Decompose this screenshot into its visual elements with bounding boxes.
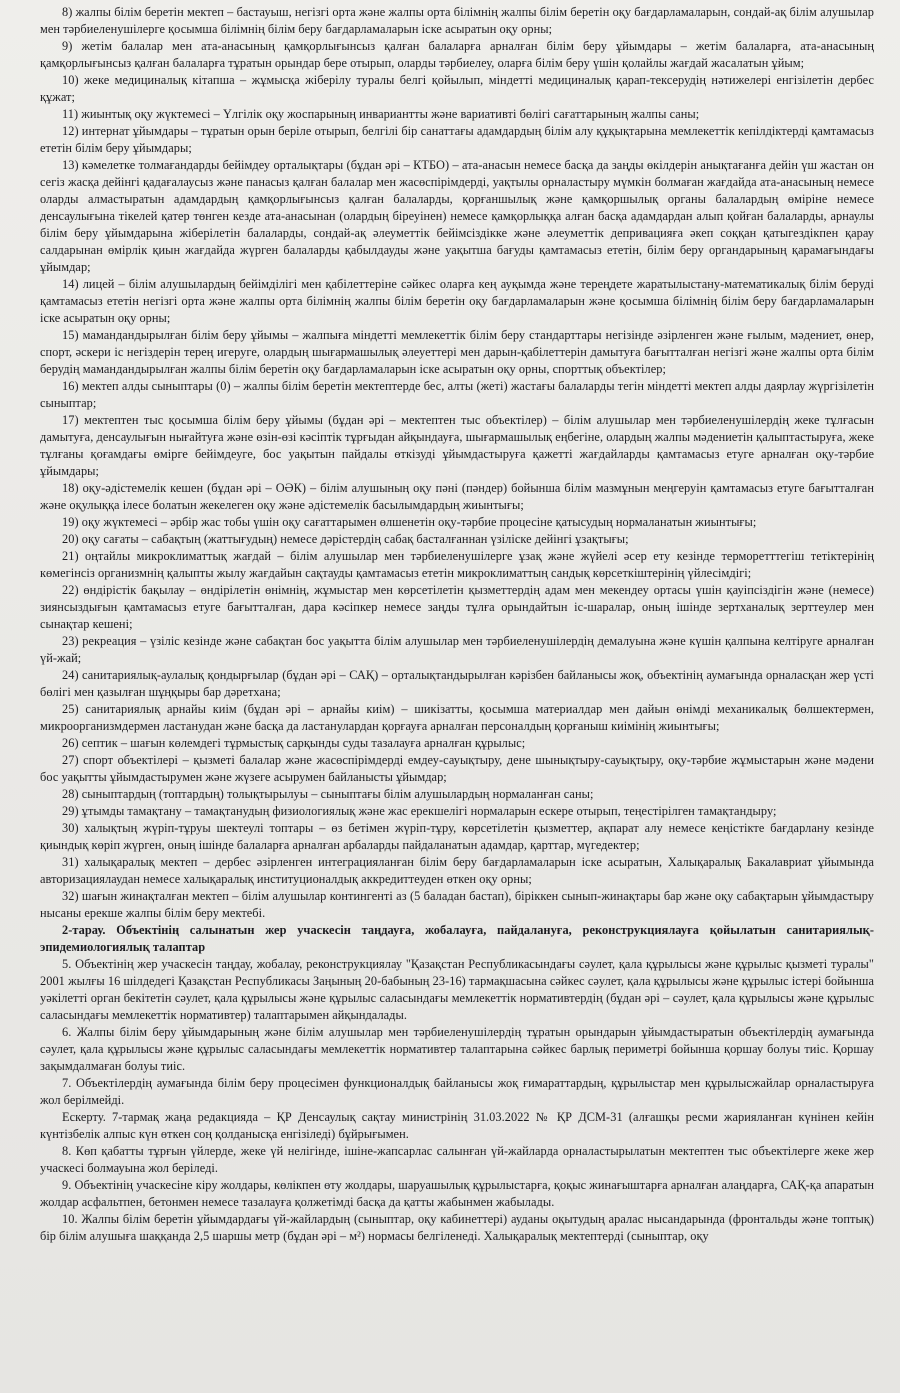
definition-23: 23) рекреация – үзіліс кезінде және сабақтан бос уақытта білім алушылар мен тәрбиеленушілердің демалуына және күшін қалпына келтіруге арналған үй-жай; [40, 634, 874, 665]
definition-27: 27) спорт объектілері – қызметі балалар және жасөспірімдерді емдеу-сауықтыру, дене шынықтыру-сауықтыру, оқу-тәрбие жұмыстарын және мәдени бос уақытты ұйымдастырумен және жүзеге асырумен байланысты ұйымдар; [40, 753, 874, 784]
definition-20: 20) оқу сағаты – сабақтың (жаттығудың) немесе дәрістердің сабақ басталғаннан үзіліске дейінгі ұзақтығы; [62, 532, 629, 546]
definition-9: 9) жетім балалар мен ата-анасының қамқорлығынсыз қалған балаларға арналған білім беру ұйымдары – жетім балаларға, ата-анасының қамқорлығынсыз қалған балаларға тұратын орындар бере отырып, оларды тәрбиелеу, оларға білім беру үшін қолайлы жағдай жасалатын ұйым; [40, 39, 874, 70]
definition-15: 15) мамандандырылған білім беру ұйымы – жалпыға міндетті мемлекеттік білім беру стандарттары негізінде әзірленген және ғылым, мәдениет, өнер, спорт, әскери іс негіздерін терең игеруге, олардың шығармашылық әлеуеттері мен дарын-қабілеттерін дамытуға бағытталған негізгі және жалпы орта білім берудің мамандандырылған жалпы білім беретін оқу бағдарламаларын іске асыратын оқу орны, спорттық объектілер; [40, 328, 874, 376]
section-9: 9. Объектінің учаскесіне кіру жолдары, көлікпен өту жолдары, шаруашылық құрылыстарға, қоқыс жинағыштарға арналған алаңдарға, САҚ-қа апаратын жолдар асфальтпен, бетонмен немесе тазалауға қолжетімді басқа да қатты жабынмен жабылады. [40, 1178, 874, 1209]
definition-8: 8) жалпы білім беретін мектеп – бастауыш, негізгі орта және жалпы орта білімнің жалпы білім беретін оқу бағдарламаларын, сондай-ақ білім алушылар мен тәрбиеленушілерге қосымша білімнің білім беру бағдарламаларын іске асыратын оқу орны; [40, 5, 874, 36]
definition-16: 16) мектеп алды сыныптары (0) – жалпы білім беретін мектептерде бес, алты (жеті) жастағы балаларды тегін міндетті мектеп алды даярлау жүргізілетін сыныптар; [40, 379, 874, 410]
definition-31: 31) халықаралық мектеп – дербес әзірленген интеграцияланған білім беру бағдарламаларын іске асыратын, Халықаралық Бакалавриат ұйымында авторизациялаудан немесе халықаралық институционалдық аккредиттеуден өткен оқу орны; [40, 855, 874, 886]
section-5: 5. Объектінің жер учаскесін таңдау, жобалау, реконструкциялау "Қазақстан Республикасындағы сәулет, қала құрылысы және құрылыс қызметі туралы" 2001 жылғы 16 шілдедегі Қазақстан Республикасы Заңының 20-бабының 23-16) тармақшасына сәйкес сәулет, қала құрылысы және құрылыс істері бойынша уәкілетті орган бекітетін сәулет, қала құрылысы және құрылыс саласындағы мемлекеттік нормативтердің (бұдан әрі – сәулет, қала құрылысы және құрылыс саласындағы мемлекеттік нормативтер) талаптарымен айқындалады. [40, 957, 874, 1022]
definition-24: 24) санитариялық-аулалық қондырғылар (бұдан әрі – САҚ) – орталықтандырылған кәрізбен байланысы жоқ, объектінің аумағында орналасқан жер үсті бөлігі мен қазылған шұңқыры бар дәретхана; [40, 668, 874, 699]
section-7: 7. Объектілердің аумағында білім беру процесімен функционалдық байланысы жоқ ғимараттардың, құрылыстар мен құрылысжайлар орналастыруға жол берілмейді. [40, 1076, 874, 1107]
definition-30: 30) халықтың жүріп-тұруы шектеулі топтары – өз бетімен жүріп-тұру, көрсетілетін қызметтер, ақпарат алу немесе кеңістікте бағдарлану кезінде қиындық көріп жүрген, оның ішінде балаларға арналған арбаларды пайдаланатын адамдар, қарттар, мүгедектер; [40, 821, 874, 852]
definition-21: 21) оңтайлы микроклиматтық жағдай – білім алушылар мен тәрбиеленушілерге ұзақ және жүйелі әсер ету кезінде терморетттегіш тетіктерінің көмегінсіз организмнің қалыпты жылу жағдайын сақтауды қамтамасыз ететін микроклиматтың сандық көрсеткіштерінің үйлесімдігі; [40, 549, 874, 580]
section-6: 6. Жалпы білім беру ұйымдарының және білім алушылар мен тәрбиеленушілердің тұратын орындарын ұйымдастыратын объектілердің аумағында сәулет, қала құрылысы және құрылыс саласындағы мемлекеттік нормативтер талаптарына сәйкес барлық периметрі бойынша қоршау болуы тиіс. Қоршау зақымдалмаған болуы тиіс. [40, 1025, 874, 1073]
definition-12: 12) интернат ұйымдары – тұратын орын беріле отырып, белгілі бір санаттағы адамдардың білім алу құқықтарына мемлекеттік кепілдіктерді қамтамасыз ететін білім беру ұйымдары; [40, 124, 874, 155]
definition-25: 25) санитариялық арнайы киім (бұдан әрі – арнайы киім) – шикізатты, қосымша материалдар мен дайын өнімді механикалық бөлшектермен, микроорганизмдермен ластанудан және басқа да ластанулардан қорғауға арналған персоналдың қорғаныш киімінің жиынтығы; [40, 702, 874, 733]
definition-32: 32) шағын жинақталған мектеп – білім алушылар контингенті аз (5 баладан бастап), біріккен сынып-жинақтары бар және оқу сабақтарын ұйымдастыру нысаны ерекше жалпы білім беру мектебі. [40, 889, 874, 920]
definition-29: 29) ұтымды тамақтану – тамақтанудың физиологиялық және жас ерекшелігі нормаларын ескере отырып, теңестірілген тамақтандыру; [62, 804, 777, 818]
definition-19: 19) оқу жүктемесі – әрбір жас тобы үшін оқу сағаттарымен өлшенетін оқу-тәрбие процесіне қатысудың нормаланатын жиынтығы; [62, 515, 757, 529]
section-10: 10. Жалпы білім беретін ұйымдардағы үй-жайлардың (сыныптар, оқу кабинеттері) ауданы оқытудың аралас нысандарында (фронтальды және топтық) бір білім алушыға шаққанда 2,5 шаршы метр (бұдан әрі – м²) нормасы белгіленеді. Халықаралық мектептерді (сыныптар, оқу [40, 1212, 874, 1243]
definition-17: 17) мектептен тыс қосымша білім беру ұйымы (бұдан әрі – мектептен тыс объектілер) – білім алушылар мен тәрбиеленушілердің жеке тұлғасын дамытуға, денсаулығын нығайтуға және өзін-өзі кәсіптік тұрғыдан айқындауға, шығармашылық еңбегіне, олардың жалпы мәдениетін қалыптастыруға, жеке тұлғаны қоғамдағы өмірге бейімдеуге, бос уақытын пайдалы өткізуді ұйымдастыруға қажетті жағдайларды қамтамасыз етуге арналған оқу-тәрбие ұйымдары; [40, 413, 874, 478]
definition-18: 18) оқу-әдістемелік кешен (бұдан әрі – ОӘК) – білім алушының оқу пәні (пәндер) бойынша білім мазмұнын меңгеруін қамтамасыз етуге бағытталған және оқулыққа ілесе болатын жекелеген оқу және әдістемелік басылымдардың жиынтығы; [40, 481, 874, 512]
definition-10: 10) жеке медициналық кітапша – жұмысқа жіберілу туралы белгі қойылып, міндетті медициналық қарап-тексерудің нәтижелері енгізілетін дербес құжат; [40, 73, 874, 104]
definition-28: 28) сыныптардың (топтардың) толықтырылуы – сыныптағы білім алушылардың нормаланған саны; [62, 787, 594, 801]
amendment-note: Ескерту. 7-тармақ жаңа редакцияда – ҚР Денсаулық сақтау министрінің 31.03.2022 № ҚР ДСМ-31 (алғашқы ресми жарияланған күнінен кейін күнтізбелік алпыс күн өткен соң қолданысқа енгізіледі) бұйрығымен. [40, 1110, 874, 1141]
definition-11: 11) жиынтық оқу жүктемесі – Үлгілік оқу жоспарының инвариантты және вариативті бөлігі сағаттарының жалпы саны; [62, 107, 700, 121]
definition-14: 14) лицей – білім алушылардың бейімділігі мен қабілеттеріне сәйкес оларға кең ауқымда және тереңдете жаратылыстану-математикалық білім беруді қамтамасыз ететін негізгі орта және жалпы орта білімнің жалпы білім беретін оқу бағдарламаларын және қосымша білімнің білім беру бағдарламаларын іске асыратын оқу орны; [40, 277, 874, 325]
section-8: 8. Көп қабатты тұрғын үйлерде, жеке үй нелігінде, ішіне-жапсарлас салынған үй-жайларда орналастырылатын мектептен тыс объектілерге жеке жер учаскесі болмауына жол беріледі. [40, 1144, 874, 1175]
definition-22: 22) өндірістік бақылау – өндірілетін өнімнің, жұмыстар мен көрсетілетін қызметтердің адам мен мекендеу ортасы үшін қауіпсіздігін және (немесе) зиянсыздығын қамтамасыз етуге бағытталған, дара кәсіпкер немесе заңды тұлға орындайтын іс-шаралар, оның ішінде зертханалық зерттеулер мен сынақтар кешені; [40, 583, 874, 631]
definition-13: 13) кәмелетке толмағандарды бейімдеу орталықтары (бұдан әрі – КТБО) – ата-анасын немесе басқа да заңды өкілдерін анықтағанға дейін үш жастан он сегіз жасқа дейінгі қадағалаусыз және панасыз қалған балалар мен жасөспірімдерді, уақтылы орналастыру мүмкін болмаған жағдайда ата-анасының немесе оларды алмастыратын адамдардың қамқорлығынсыз қалған балаларды, қорғаншылық және қамқоршылық органы балалардың өміріне немесе денсаулығына тікелей қатер төнген кезде ата-анасынан (олардың біреуінен) немесе қамқорлыққа алған басқа адамдардан алып қойған балаларды, арнаулы білім беру ұйымдарына жіберілетін балаларды, сондай-ақ әлеуметтік бейімсіздікке және әлеуметтік депривацияға әкеп соққан қатыгездікпен қарау салдарынан өмірлік қиын жағдайда жүрген балаларды қабылдауды және уақытша бағуды қамтамасыз ететін, білім беру органдарының қарамағындағы ұйымдар; [40, 158, 874, 274]
definition-26: 26) септик – шағын көлемдегі тұрмыстық сарқынды суды тазалауға арналған құрылыс; [62, 736, 526, 750]
chapter-heading: 2-тарау. Объектінің салынатын жер учаскесін таңдауға, жобалауға, пайдалануға, реконструкциялауға қойылатын санитариялық-эпидемиологиялық талаптар [40, 923, 874, 954]
